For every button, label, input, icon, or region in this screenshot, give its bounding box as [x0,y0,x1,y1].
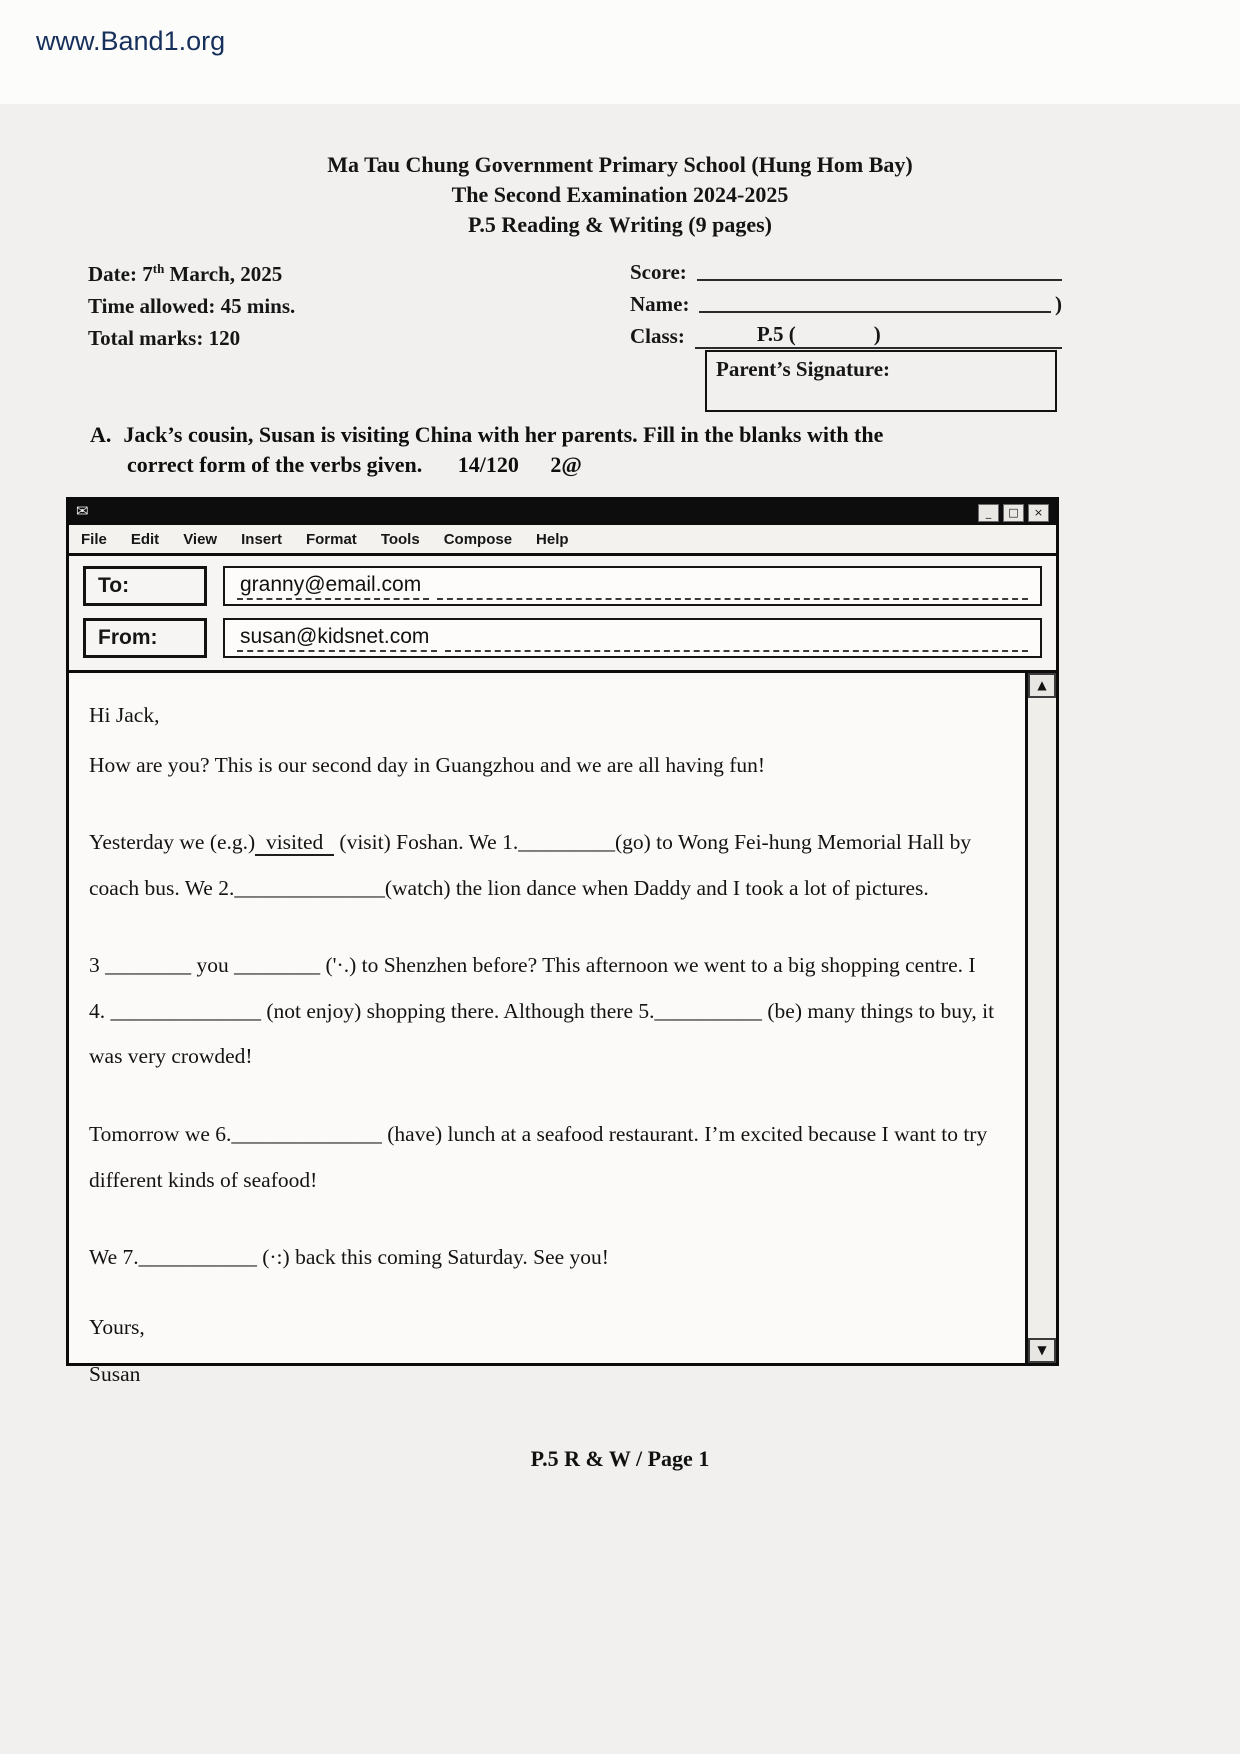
email-paragraph [89,693,997,739]
to-field[interactable] [223,566,1042,606]
email-text: We 7.___________ (·:) back this coming Saturday. See you! [89,1245,609,1270]
scroll-down-icon[interactable]: ▼ [1028,1338,1056,1363]
name-label: Name: [630,292,690,316]
menu-item-insert[interactable]: Insert [241,530,282,548]
name-row [630,285,1062,317]
to-value[interactable]: granny@email.com [237,573,429,600]
name-blank-line [699,311,1051,313]
from-field[interactable] [223,618,1042,658]
menu-item-edit[interactable]: Edit [130,530,160,548]
section-a-marks: 14/120 [457,452,519,477]
to-row [83,566,1042,606]
score-label: Score: [630,260,687,284]
email-text: 3 ________ you ________ ('·.) to Shenzhen before? This afternoon we went to a big shopping centre. I 4. ______________ (not enjoy) shopping there. Although there 5.__________ (be) many things to buy, it was very crowded! [89,953,995,1069]
scroll-up-icon[interactable]: ▲ [1028,673,1056,698]
class-row [630,317,1062,349]
menu-item-help[interactable]: Help [536,530,569,548]
email-text: Yours, [89,1314,145,1339]
parent-signature-label: Parent’s Signature: [716,357,891,381]
menu-item-view[interactable]: View [183,530,218,548]
exam-meta-right [630,253,1062,349]
total-marks: Total marks: 120 [88,326,241,350]
section-a-text2: correct form of the verbs given. [127,452,423,477]
email-text: Hi Jack, [89,703,160,727]
email-message-body [69,673,1025,1387]
class-blank-line [695,322,1062,349]
exam-header [0,150,1240,240]
to-field-fill-line [437,598,1028,600]
section-a-line2 [127,450,1075,480]
section-a-label: A. [90,422,112,447]
minimize-button[interactable]: _ [978,504,999,522]
example-filled-blank: visited [255,830,335,855]
exam-meta-left [88,253,295,354]
section-a-instructions [90,420,1075,480]
class-label: Class: [630,324,685,348]
class-close-paren: ) [873,322,881,346]
menu-item-compose[interactable]: Compose [443,530,513,548]
class-value: P.5 ( [756,322,796,346]
from-field-fill-line [445,650,1028,652]
email-text: Tomorrow we 6.______________ (have) lunch at a seafood restaurant. I’m excited because I want to try different kinds of seafood! [89,1122,988,1192]
maximize-button[interactable]: □ [1003,504,1024,522]
school-name: Ma Tau Chung Government Primary School (Hung Hom Bay) [327,152,913,177]
time-allowed: Time allowed: 45 mins. [88,294,296,318]
from-row [83,618,1042,658]
parent-signature-box [705,350,1057,412]
email-address-fields [69,556,1056,670]
email-body-area [69,670,1056,1387]
score-row [630,253,1062,285]
email-title-bar [69,500,1056,525]
section-a-text1: Jack’s cousin, Susan is visiting China with her parents. Fill in the blanks with the [123,422,884,447]
score-blank-line [697,279,1062,281]
paper-title: P.5 Reading & Writing (9 pages) [468,212,772,237]
section-a-marks-each: 2@ [550,452,582,477]
email-scrollbar[interactable] [1025,673,1056,1363]
envelope-icon: ✉ [76,504,89,520]
section-a-line1 [90,420,1075,450]
email-paragraph [89,1352,997,1398]
email-paragraph [89,943,997,1080]
from-value[interactable]: susan@kidsnet.com [237,625,437,652]
site-watermark: www.Band1.org [36,26,226,56]
email-paragraph [89,1305,997,1351]
email-text: (visit) Foshan. We 1._________(go) to Wong Fei-hung Memorial Hall by coach bus. We 2.______________(watch) the lion dance when Daddy and I took a lot of pictures. [89,830,972,900]
email-text: Yesterday we (e.g.) [89,830,256,855]
from-label: From: [83,618,207,658]
name-close-paren: ) [1055,292,1062,316]
page-footer: P.5 R & W / Page 1 [530,1446,710,1471]
scrollbar-track[interactable] [1028,698,1056,1338]
menu-item-tools[interactable]: Tools [380,530,420,548]
email-paragraph [89,1112,997,1203]
exam-date: Date: 7th March, 2025 [88,261,283,286]
email-text: How are you? This is our second day in Guangzhou and we are all having fun! [89,752,766,777]
menu-item-format[interactable]: Format [305,530,357,548]
email-text: Susan [89,1362,141,1387]
email-menu-bar [69,525,1056,556]
email-paragraph [89,1235,997,1281]
exam-title: The Second Examination 2024-2025 [451,182,789,207]
email-paragraph [89,820,997,911]
close-button[interactable]: × [1028,504,1049,522]
to-label: To: [83,566,207,606]
menu-item-file[interactable]: File [81,530,107,548]
email-window [66,497,1059,1387]
email-paragraph [89,743,997,789]
